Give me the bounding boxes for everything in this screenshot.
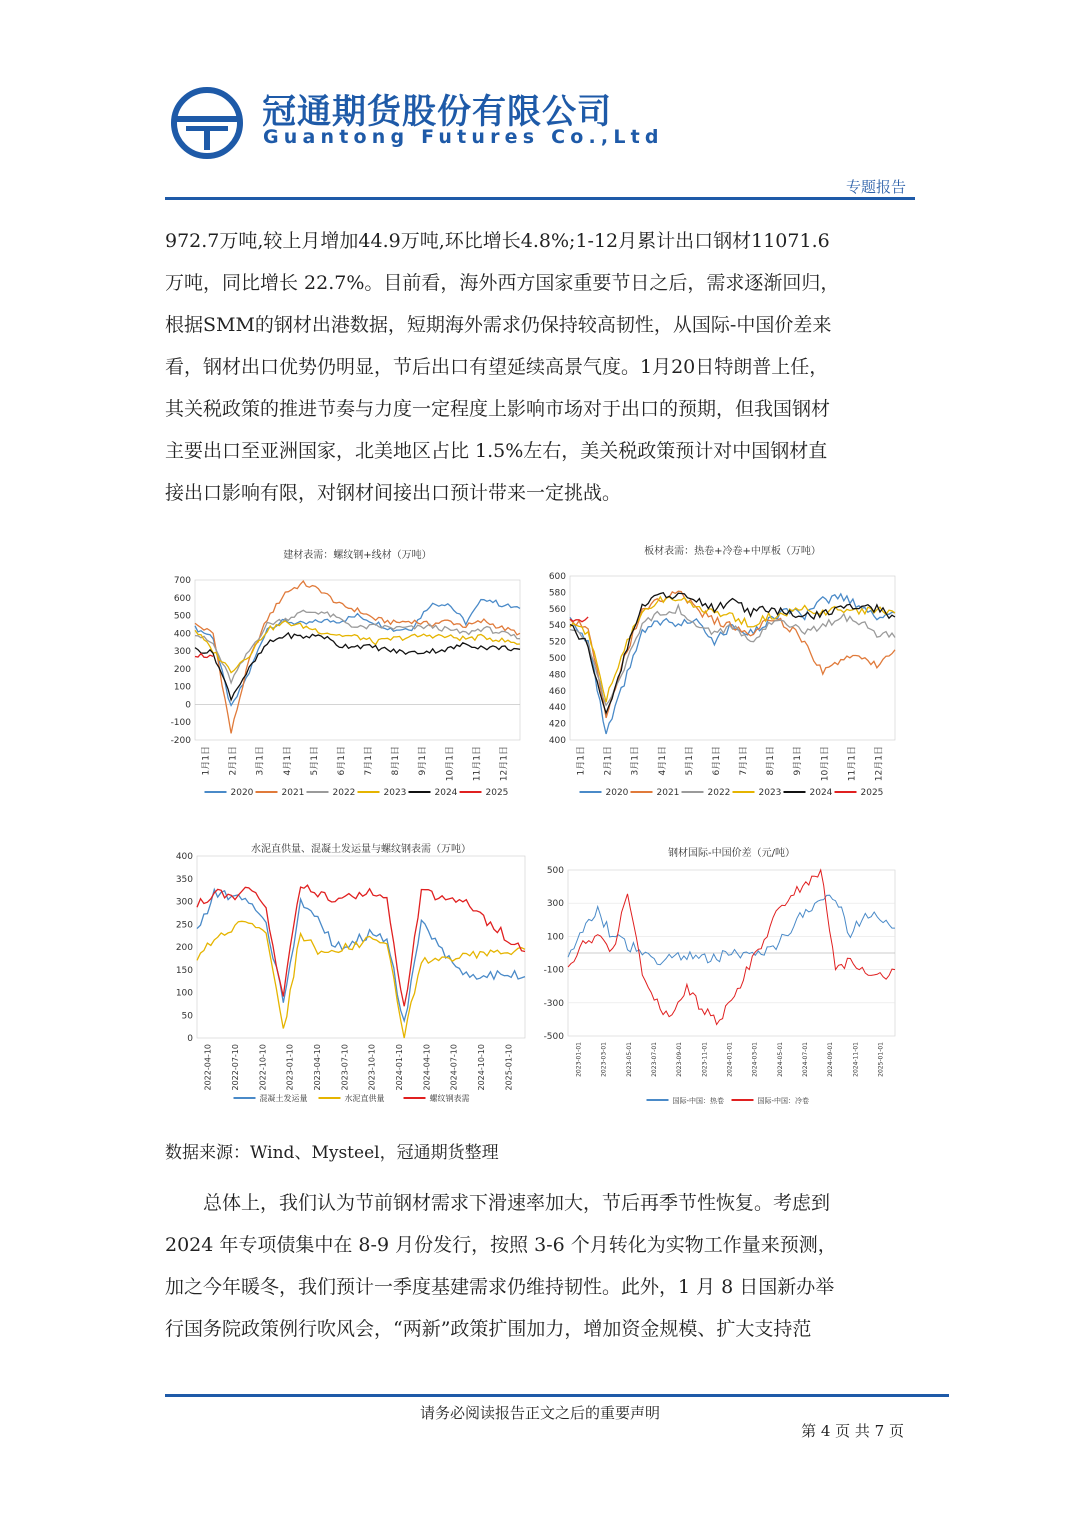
text-line: 接出口影响有限，对钢材间接出口预计带来一定挑战。 (165, 482, 622, 504)
paragraph-export (165, 220, 917, 514)
text-line: 总体上，我们认为节前钢材需求下滑速率加大，节后再季节性恢复。考虑到 (203, 1192, 831, 1214)
x-tick-label: 1月1日 (201, 746, 212, 776)
series-line (195, 581, 520, 733)
x-tick-label: 2024-07-10 (449, 1044, 459, 1091)
x-tick-label: 2023-07-10 (340, 1044, 350, 1091)
plot-area (570, 576, 895, 740)
company-logo (170, 86, 244, 160)
x-tick-label: 10月1日 (820, 746, 831, 782)
series-line (195, 654, 213, 658)
y-tick-label: 400 (548, 736, 566, 746)
x-tick-label: 8月1日 (766, 746, 777, 776)
x-tick-label: 2023-01-01 (575, 1042, 583, 1077)
x-tick-label: 2024-03-01 (751, 1042, 759, 1077)
text-line: 其关税政策的推进节奏与力度一定程度上影响市场对于出口的预期，但我国钢材 (165, 398, 831, 420)
x-tick-label: 11月1日 (472, 746, 483, 782)
legend-label: 国际-中国：热卷 (672, 1097, 725, 1105)
x-tick-label: 2月1日 (228, 746, 239, 776)
y-tick-label: 600 (548, 572, 566, 582)
y-tick-label: 200 (173, 664, 191, 675)
x-tick-label: 12月1日 (874, 746, 885, 782)
x-tick-label: 2024-11-01 (852, 1042, 860, 1077)
x-tick-label: 2023-05-01 (625, 1042, 633, 1077)
x-tick-label: 11月1日 (847, 746, 858, 782)
y-tick-label: 300 (173, 647, 191, 658)
x-tick-label: 2022-10-10 (258, 1044, 268, 1091)
series-line (570, 597, 895, 702)
y-tick-label: 500 (173, 611, 191, 622)
y-tick-label: -100 (170, 718, 191, 729)
x-tick-label: 5月1日 (684, 746, 695, 776)
x-tick-label: 2025-01-10 (504, 1044, 514, 1091)
legend-label: 螺纹钢表需 (429, 1094, 470, 1103)
legend-label: 2021 (656, 788, 680, 798)
x-tick-label: 6月1日 (336, 746, 347, 776)
company-name-en: Guantong Futures Co.,Ltd (263, 126, 664, 148)
y-tick-label: 440 (548, 703, 566, 714)
plot-area (197, 856, 525, 1038)
x-tick-label: 2023-11-01 (701, 1042, 709, 1077)
paragraph-summary (165, 1182, 917, 1350)
company-name-cn: 冠通期货股份有限公司 (262, 92, 612, 132)
y-tick-label: 350 (175, 874, 193, 885)
data-source-note: 数据来源：Wind、Mysteel，冠通期货整理 (165, 1143, 499, 1163)
legend-label: 2021 (281, 788, 305, 798)
y-tick-label: -100 (543, 965, 564, 976)
series-line (568, 870, 895, 1025)
x-tick-label: 9月1日 (418, 746, 429, 776)
x-tick-label: 6月1日 (711, 746, 722, 776)
legend-label: 混凝土发运量 (259, 1094, 308, 1103)
y-tick-label: 50 (181, 1011, 193, 1022)
text-line: 行国务院政策例行吹风会，“两新”政策扩围加力，增加资金规模、扩大支持范 (165, 1318, 812, 1340)
x-tick-label: 10月1日 (445, 746, 456, 782)
y-tick-label: 100 (173, 682, 191, 693)
legend-label: 2022 (707, 788, 731, 798)
text-line: 972.7万吨,较上月增加44.9万吨,环比增长4.8%;1-12月累计出口钢材11071.6 (165, 230, 830, 252)
y-tick-label: 250 (175, 920, 193, 931)
x-tick-label: 1月1日 (576, 746, 587, 776)
x-tick-label: 9月1日 (793, 746, 804, 776)
x-tick-label: 2024-01-01 (726, 1042, 734, 1077)
chart-cement-concrete-rebar (165, 838, 530, 1118)
report-type-label: 专题报告 (845, 178, 906, 196)
y-tick-label: 0 (185, 700, 191, 711)
y-tick-label: 100 (175, 988, 193, 999)
x-tick-label: 2024-05-01 (776, 1042, 784, 1077)
y-tick-label: 480 (548, 670, 566, 681)
text-line: 主要出口至亚洲国家，北美地区占比 1.5%左右，美关税政策预计对中国钢材直 (165, 440, 828, 462)
x-tick-label: 2023-09-01 (676, 1042, 684, 1077)
chart-plate-demand (540, 540, 900, 810)
y-tick-label: 580 (548, 588, 566, 599)
legend-label: 2022 (332, 788, 356, 798)
x-tick-label: 2023-07-01 (651, 1042, 659, 1077)
y-tick-label: -200 (170, 736, 191, 746)
legend-label: 2020 (605, 788, 629, 798)
text-line: 根据SMM的钢材出港数据，短期海外需求仍保持较高韧性，从国际-中国价差来 (165, 314, 832, 336)
legend-label: 2025 (485, 788, 509, 798)
x-tick-label: 8月1日 (391, 746, 402, 776)
y-tick-label: 500 (546, 866, 564, 876)
footer-divider (165, 1394, 949, 1397)
y-tick-label: 520 (548, 637, 566, 648)
legend-label: 国际-中国：冷卷 (757, 1097, 810, 1105)
legend-label: 水泥直供量 (344, 1094, 385, 1103)
y-tick-label: 500 (548, 654, 566, 664)
y-tick-label: -500 (543, 1032, 564, 1042)
y-tick-label: 100 (546, 932, 564, 943)
legend-label: 2020 (230, 788, 254, 798)
page-number: 第 4 页 共 7 页 (801, 1422, 904, 1440)
series-line (195, 633, 520, 700)
chart-title: 板材表需：热卷+冷卷+中厚板（万吨） (644, 546, 821, 557)
x-tick-label: 7月1日 (739, 746, 750, 776)
legend-label: 2024 (434, 788, 458, 798)
y-tick-label: 150 (175, 965, 193, 976)
text-line: 2024 年专项债集中在 8-9 月份发行，按照 3-6 个月转化为实物工作量来预测， (165, 1234, 837, 1256)
text-line: 看，钢材出口优势仍明显，节后出口有望延续高景气度。1月20日特朗普上任， (165, 356, 829, 378)
series-line (195, 600, 520, 706)
y-tick-label: 700 (173, 576, 191, 586)
legend-label: 2023 (383, 788, 407, 798)
x-tick-label: 12月1日 (499, 746, 510, 782)
legend-label: 2024 (809, 788, 833, 798)
y-tick-label: 0 (187, 1034, 193, 1044)
header-divider (165, 197, 915, 200)
x-tick-label: 2023-03-01 (600, 1042, 608, 1077)
text-line: 加之今年暖冬，我们预计一季度基建需求仍维持韧性。此外，1 月 8 日国新办举 (165, 1276, 835, 1298)
x-tick-label: 2024-07-01 (801, 1042, 809, 1077)
text-line: 万吨，同比增长 22.7%。目前看，海外西方国家重要节日之后，需求逐渐回归， (165, 272, 840, 294)
y-tick-label: 400 (175, 852, 193, 862)
footer-disclaimer: 请务必阅读报告正文之后的重要声明 (419, 1404, 660, 1422)
x-tick-label: 2024-09-01 (827, 1042, 835, 1077)
x-tick-label: 3月1日 (255, 746, 266, 776)
x-tick-label: 5月1日 (309, 746, 320, 776)
series-line (570, 605, 895, 705)
x-tick-label: 2024-10-10 (477, 1044, 486, 1091)
legend-label: 2023 (758, 788, 782, 798)
x-tick-label: 2022-07-10 (231, 1044, 240, 1091)
x-tick-label: 2月1日 (603, 746, 614, 776)
y-tick-label: 300 (175, 897, 193, 908)
chart-title: 建材表需：螺纹钢+线材（万吨） (283, 550, 432, 561)
x-tick-label: 2023-10-10 (367, 1044, 377, 1091)
x-tick-label: 7月1日 (364, 746, 375, 776)
y-tick-label: 300 (546, 899, 564, 910)
y-tick-label: 460 (548, 686, 566, 697)
x-tick-label: 3月1日 (630, 746, 641, 776)
y-tick-label: 200 (175, 943, 193, 953)
x-tick-label: 2024-04-10 (422, 1044, 432, 1091)
x-tick-label: 2022-04-10 (203, 1044, 213, 1091)
y-tick-label: 540 (548, 621, 566, 632)
chart-title: 水泥直供量、混凝土发运量与螺纹钢表需（万吨） (251, 844, 471, 855)
legend-label: 2025 (860, 788, 884, 798)
y-tick-label: 400 (173, 629, 191, 640)
y-tick-label: 600 (173, 593, 191, 604)
x-tick-label: 2023-04-10 (313, 1044, 322, 1091)
chart-title: 钢材国际-中国价差（元/吨） (668, 848, 795, 859)
y-tick-label: 560 (548, 604, 566, 615)
x-tick-label: 4月1日 (657, 746, 668, 776)
chart-price-spread (540, 838, 900, 1118)
x-tick-label: 2024-01-10 (395, 1044, 404, 1091)
x-tick-label: 2025-01-01 (877, 1042, 885, 1077)
chart-construction-demand (165, 540, 525, 810)
x-tick-label: 2023-01-10 (285, 1044, 295, 1091)
y-tick-label: 420 (548, 719, 566, 730)
series-line (568, 895, 895, 965)
x-tick-label: 4月1日 (282, 746, 293, 776)
y-tick-label: -300 (543, 998, 564, 1009)
